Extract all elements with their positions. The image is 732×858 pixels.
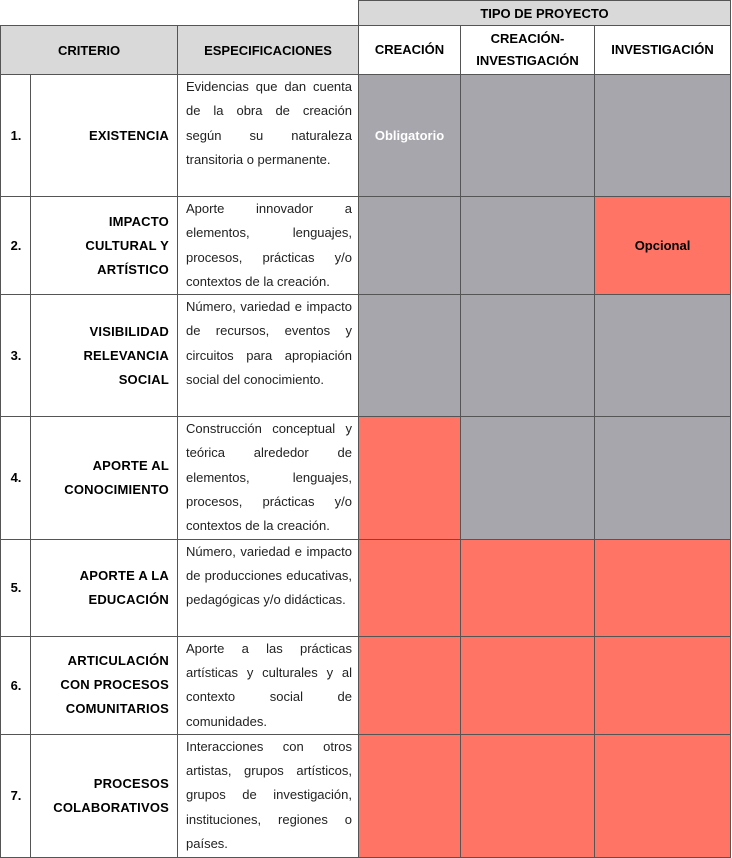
creation-header: CREACIÓN: [359, 26, 461, 75]
creation-cell: [359, 417, 461, 539]
specification-text: Aporte a las prácticas artísticas y culturales y al contexto social de comunidades.: [178, 636, 359, 734]
specifications-header: ESPECIFICACIONES: [178, 26, 359, 75]
criterion-name-line: ARTÍSTICO: [97, 261, 169, 277]
research-header: INVESTIGACIÓN: [595, 26, 731, 75]
creation-cell: [359, 734, 461, 857]
row-number: 4.: [1, 417, 31, 539]
creation-research-cell: [461, 295, 595, 417]
creation-cell: [359, 197, 461, 295]
research-cell: [595, 539, 731, 636]
row-number: 6.: [1, 636, 31, 734]
specification-text: Número, variedad e impacto de recursos, eventos y circuitos para apropiación social del conocimiento.: [178, 295, 359, 417]
specification-text: Evidencias que dan cuenta de la obra de creación según su naturaleza transitoria o permanente.: [178, 75, 359, 197]
creation-research-header: [461, 26, 595, 75]
creation-cell: [359, 75, 461, 197]
criterion-row: [1, 75, 731, 197]
criterion-name: [31, 734, 178, 857]
criterion-name-line: APORTE A LA: [79, 567, 169, 583]
research-cell: [595, 197, 731, 295]
row-number: 1.: [1, 75, 31, 197]
criterion-name: [31, 197, 178, 295]
row-number: 7.: [1, 734, 31, 857]
research-cell: [595, 295, 731, 417]
creation-cell: [359, 539, 461, 636]
criterion-name-line: CON PROCESOS: [60, 677, 169, 693]
criterion-row: [1, 734, 731, 857]
mandatory-label: Obligatorio: [374, 128, 445, 143]
criterion-name-line: PROCESOS: [93, 775, 169, 791]
criterion-name-line: IMPACTO: [108, 213, 169, 229]
specification-text: Número, variedad e impacto de producciones educativas, pedagógicas y/o didácticas.: [178, 539, 359, 636]
optional-label: Opcional: [634, 238, 691, 254]
creation-research-cell: [461, 417, 595, 539]
creation-research-cell: [461, 636, 595, 734]
criterion-name-line: EDUCACIÓN: [88, 591, 169, 607]
criterion-name-line: VISIBILIDAD: [89, 323, 169, 339]
criterion-row: [1, 636, 731, 734]
project-type-header: TIPO DE PROYECTO: [359, 1, 731, 26]
creation-research-header-line2: INVESTIGACIÓN: [476, 53, 579, 68]
criterion-name: [31, 75, 178, 197]
creation-research-cell: [461, 75, 595, 197]
criterion-row: [1, 295, 731, 417]
research-cell: [595, 417, 731, 539]
criterion-row: [1, 539, 731, 636]
criterion-header: CRITERIO: [1, 26, 178, 75]
creation-research-cell: [461, 197, 595, 295]
criterion-name-line: SOCIAL: [118, 371, 169, 387]
criterion-name-line: APORTE AL: [92, 457, 169, 473]
research-cell: [595, 75, 731, 197]
row-number: 2.: [1, 197, 31, 295]
creation-research-cell: [461, 539, 595, 636]
criterion-name: [31, 295, 178, 417]
criterion-name: [31, 636, 178, 734]
criterion-name-line: COMUNITARIOS: [65, 701, 169, 717]
creation-cell: [359, 636, 461, 734]
creation-research-cell: [461, 734, 595, 857]
criterion-name-line: CULTURAL Y: [85, 237, 169, 253]
criterion-name-line: RELEVANCIA: [83, 347, 169, 363]
criterion-name: [31, 539, 178, 636]
research-cell: [595, 636, 731, 734]
specification-text: Aporte innovador a elementos, lenguajes, procesos, prácticas y/o contextos de la creación.: [178, 197, 359, 295]
specification-text: Interacciones con otros artistas, grupos artísticos, grupos de investigación, instituciones, regiones o países.: [178, 734, 359, 857]
creation-research-header-line1: CREACIÓN-: [490, 31, 565, 46]
research-cell: [595, 734, 731, 857]
criterion-row: [1, 197, 731, 295]
criterion-row: [1, 417, 731, 539]
creation-cell: [359, 295, 461, 417]
criterion-name-line: ARTICULACIÓN: [67, 653, 169, 669]
criterion-name-line: EXISTENCIA: [88, 127, 169, 143]
row-number: 5.: [1, 539, 31, 636]
row-number: 3.: [1, 295, 31, 417]
specification-text: Construcción conceptual y teórica alrededor de elementos, lenguajes, procesos, prácticas y/o contextos de la creación.: [178, 417, 359, 539]
criterion-name: [31, 417, 178, 539]
criterion-name-line: COLABORATIVOS: [53, 799, 169, 815]
criterion-name-line: CONOCIMIENTO: [64, 481, 169, 497]
